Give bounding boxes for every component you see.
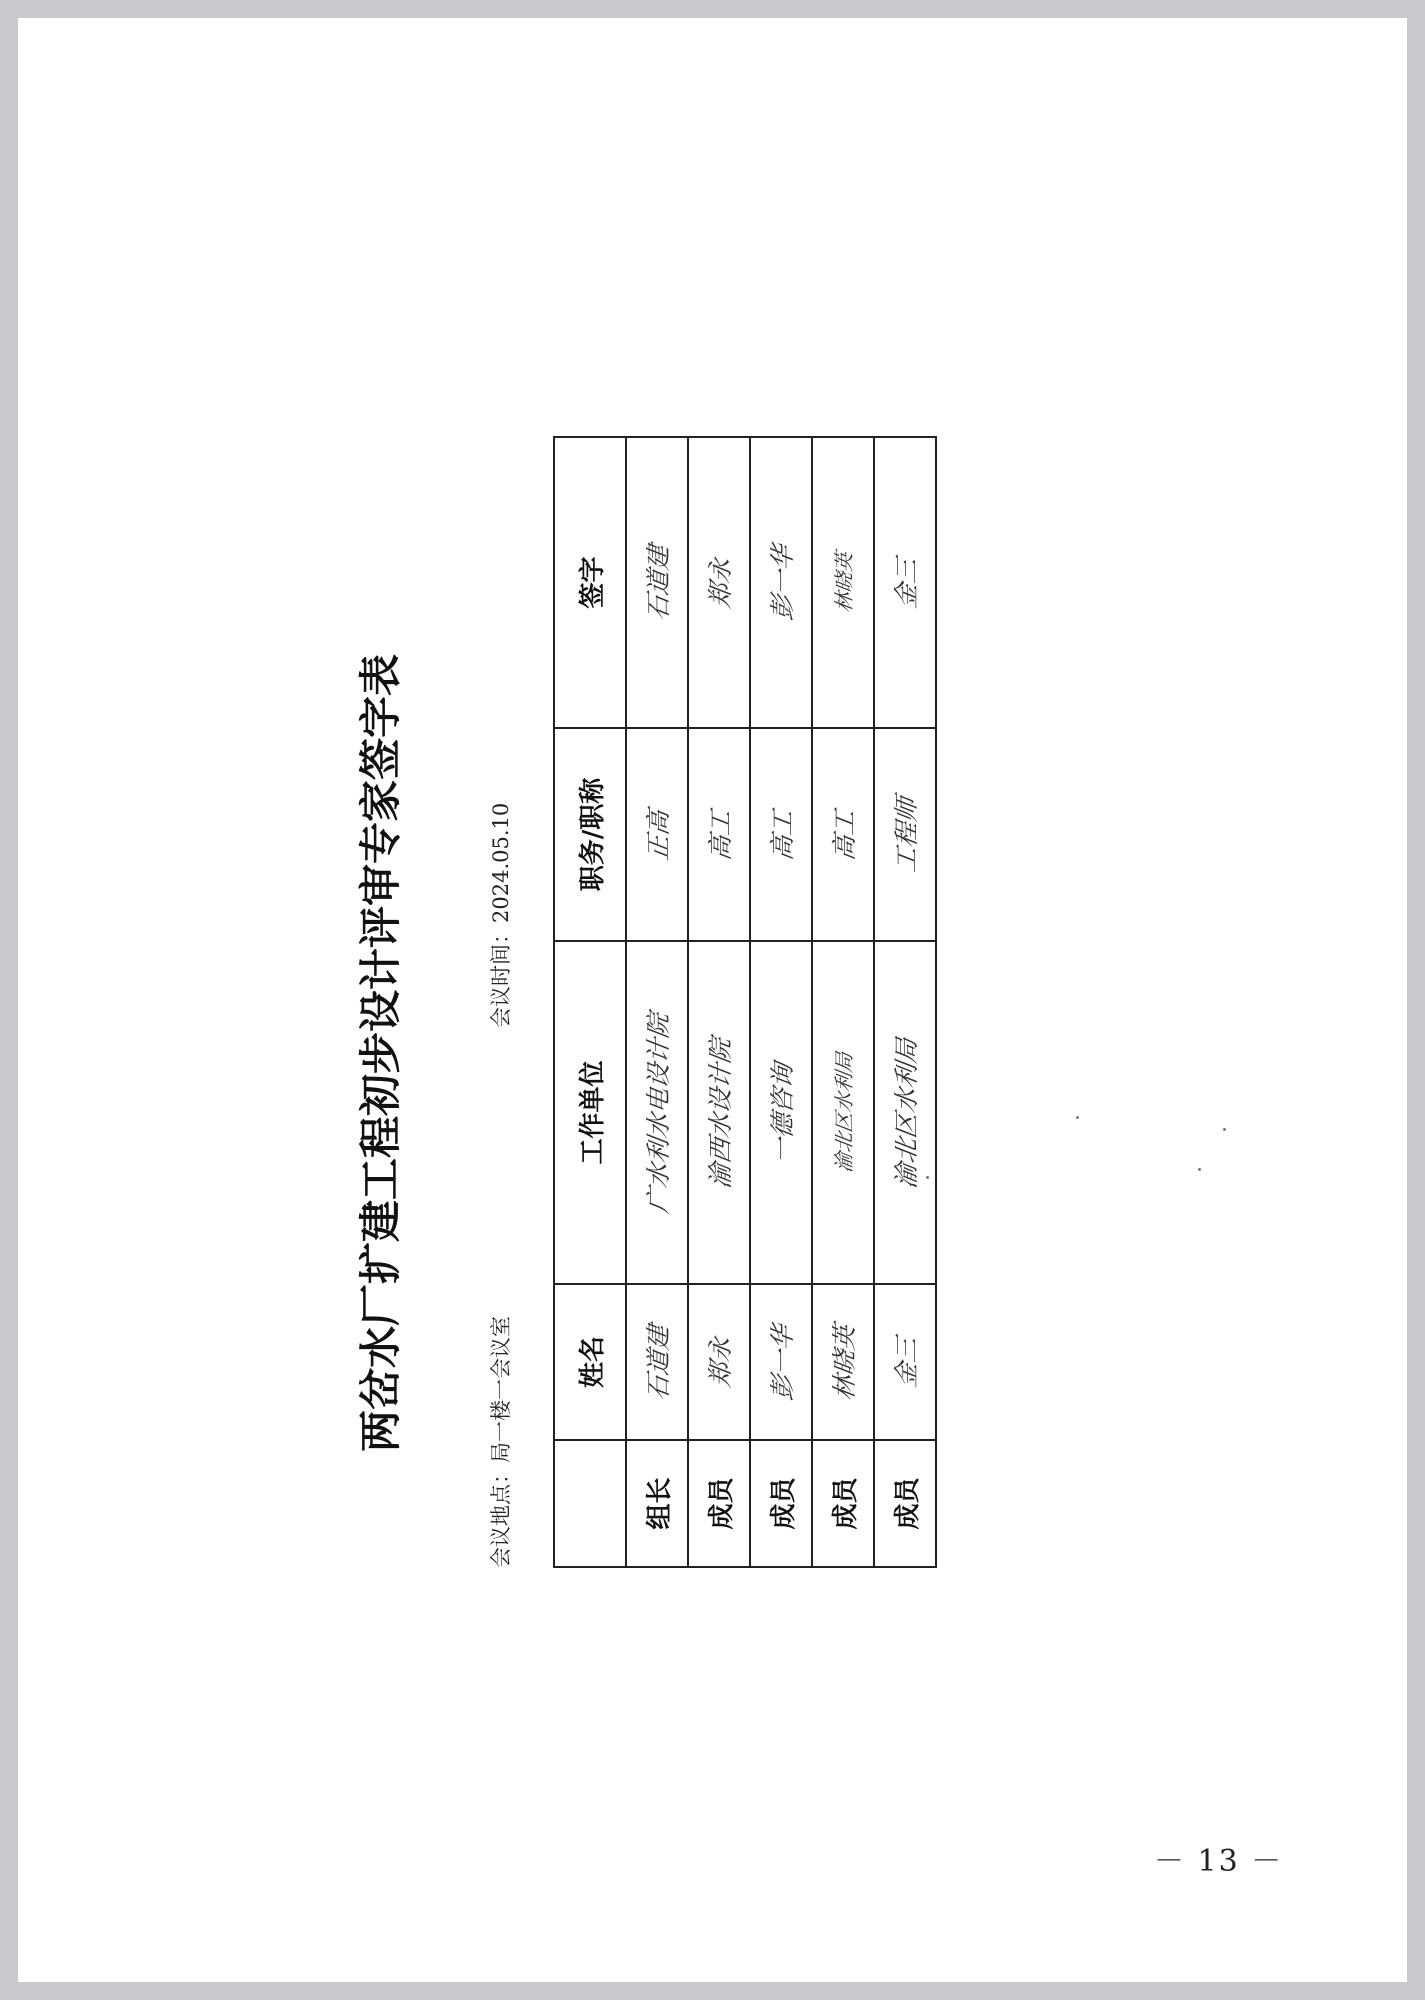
header-role [554,1440,626,1567]
rotated-content [348,453,1248,1653]
meeting-time: 会议时间：2024.05.10 [489,802,513,1028]
signature-cell [812,437,874,728]
title-cell [812,728,874,941]
scan-speck [1076,1116,1079,1119]
role-cell: 组长 [626,1440,688,1567]
header-unit: 工作单位 [554,941,626,1284]
signature-cell [750,437,812,728]
meeting-place: 会议地点：局一楼一会议室 [489,1316,513,1568]
unit-cell [750,941,812,1284]
handwritten-unit: 渝北区水利局 [832,1051,856,1175]
handwritten-unit: 一德咨询 [768,1060,797,1165]
handwritten-title: 高工 [768,807,797,862]
scan-speck [1198,1168,1201,1171]
unit-cell [812,941,874,1284]
handwritten-name: 彭一华 [768,1322,797,1402]
signature-cell [874,437,936,728]
signature: 石道建 [644,543,673,623]
signature-cell [626,437,688,728]
title-cell [688,728,750,941]
role-cell: 成员 [688,1440,750,1567]
name-cell [750,1284,812,1440]
scan-speck [926,1176,929,1179]
title-cell [626,728,688,941]
signature: 郑永 [706,555,735,610]
header-title: 职务/职称 [554,728,626,941]
role-cell: 成员 [812,1440,874,1567]
name-cell [688,1284,750,1440]
header-name: 姓名 [554,1284,626,1440]
role-cell: 成员 [874,1440,936,1567]
signature-cell [688,437,750,728]
table-row [812,437,874,1567]
table-row [626,437,688,1567]
name-cell [812,1284,874,1440]
handwritten-unit: 渝西水设计院 [706,1035,735,1190]
handwritten-title: 高工 [706,807,735,862]
document-page [18,18,1407,1982]
table-row [750,437,812,1567]
table-row [874,437,936,1567]
name-cell [626,1284,688,1440]
table-header-row [554,437,626,1567]
scan-speck [1223,1128,1226,1131]
handwritten-unit: 渝北区水利局 [892,1035,921,1190]
handwritten-title: 工程师 [892,795,921,875]
handwritten-name: 金三 [892,1335,921,1390]
unit-cell [626,941,688,1284]
signature: 彭一华 [768,543,797,623]
document-title: 两岔水厂扩建工程初步设计评审专家签字表 [356,654,405,1453]
handwritten-name: 郑永 [706,1335,735,1390]
signature: 金三 [892,555,921,610]
handwritten-unit: 广水利水电设计院 [644,1010,673,1215]
page-number: － 13 － [1154,1844,1284,1879]
handwritten-name: 林晓英 [830,1322,859,1402]
table-row [688,437,750,1567]
header-signature: 签字 [554,437,626,728]
handwritten-name: 石道建 [644,1322,673,1402]
signature-table [553,436,937,1568]
title-cell [874,728,936,941]
unit-cell [874,941,936,1284]
unit-cell [688,941,750,1284]
signature: 林晓英 [832,551,856,615]
role-cell: 成员 [750,1440,812,1567]
handwritten-title: 正高 [644,807,673,862]
name-cell [874,1284,936,1440]
title-cell [750,728,812,941]
handwritten-title: 高工 [830,807,859,862]
